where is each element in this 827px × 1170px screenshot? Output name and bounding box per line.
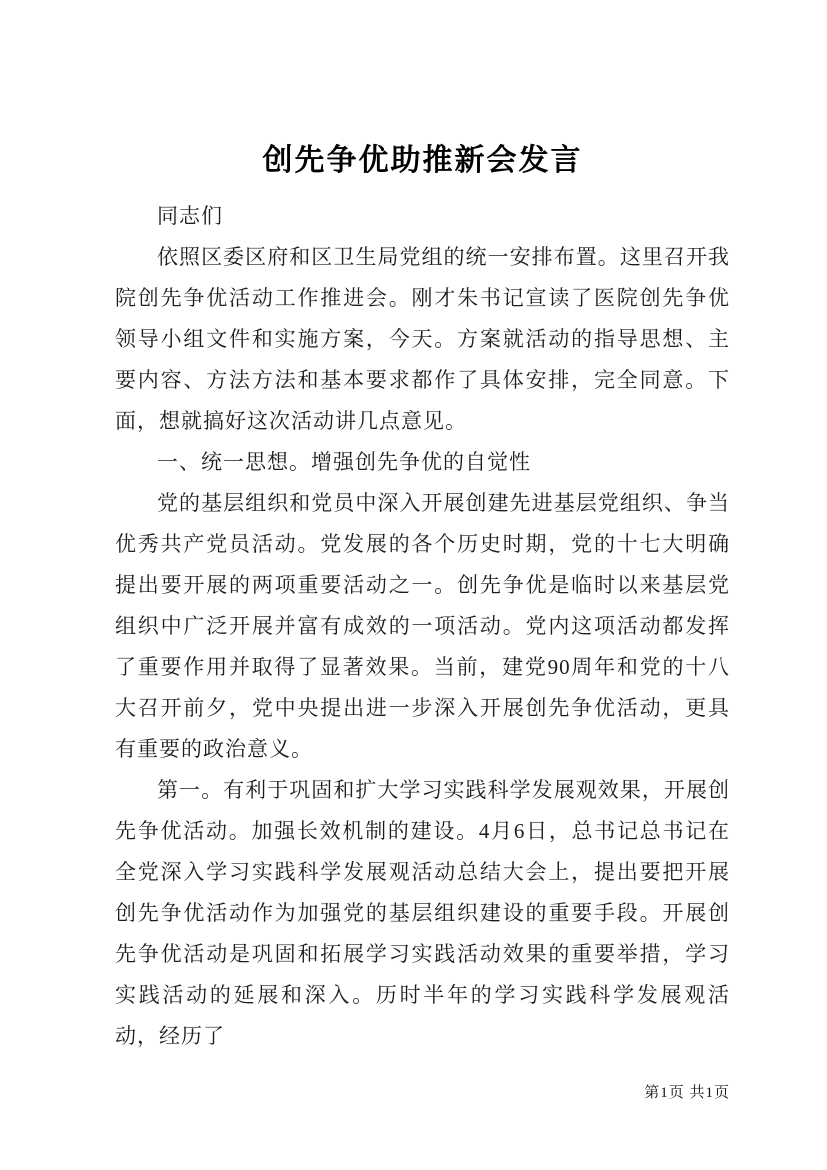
page-number-footer: 第1页 共1页 (644, 1085, 730, 1101)
document-body (115, 196, 730, 1057)
paragraph-point-one: 第一。有利于巩固和扩大学习实践科学发展观效果，开展创先争优活动。加强长效机制的建设。4月6日，总书记总书记在全党深入学习实践科学发展观活动总结大会上，提出要把开展创先争优活动作为加强党的基层组织建设的重要手段。开展创先争优活动是巩固和拓展学习实践活动效果的重要举措，学习实践活动的延展和深入。历时半年的学习实践科学发展观活动，经历了 (115, 778, 730, 1048)
paragraph-section-body: 党的基层组织和党员中深入开展创建先进基层党组织、争当优秀共产党员活动。党发展的各个历史时期，党的十七大明确提出要开展的两项重要活动之一。创先争优是临时以来基层党组织中广泛开展并富有成效的一项活动。党内这项活动都发挥了重要作用并取得了显著效果。当前，建党90周年和党的十八大召开前夕，党中央提出进一步深入开展创先争优活动，更具有重要的政治意义。 (115, 491, 730, 761)
paragraph-section-heading: 一、统一思想。增强创先争优的自觉性 (157, 450, 531, 474)
document-title: 创先争优助推新会发言 (262, 144, 583, 177)
paragraph-intro: 依照区委区府和区卫生局党组的统一安排布置。这里召开我院创先争优活动工作推进会。刚才朱书记宣读了医院创先争优领导小组文件和实施方案，今天。方案就活动的指导思想、主要内容、方法方法和基本要求都作了具体安排，完全同意。下面，想就搞好这次活动讲几点意见。 (115, 245, 730, 433)
paragraph-salutation: 同志们 (157, 204, 223, 228)
